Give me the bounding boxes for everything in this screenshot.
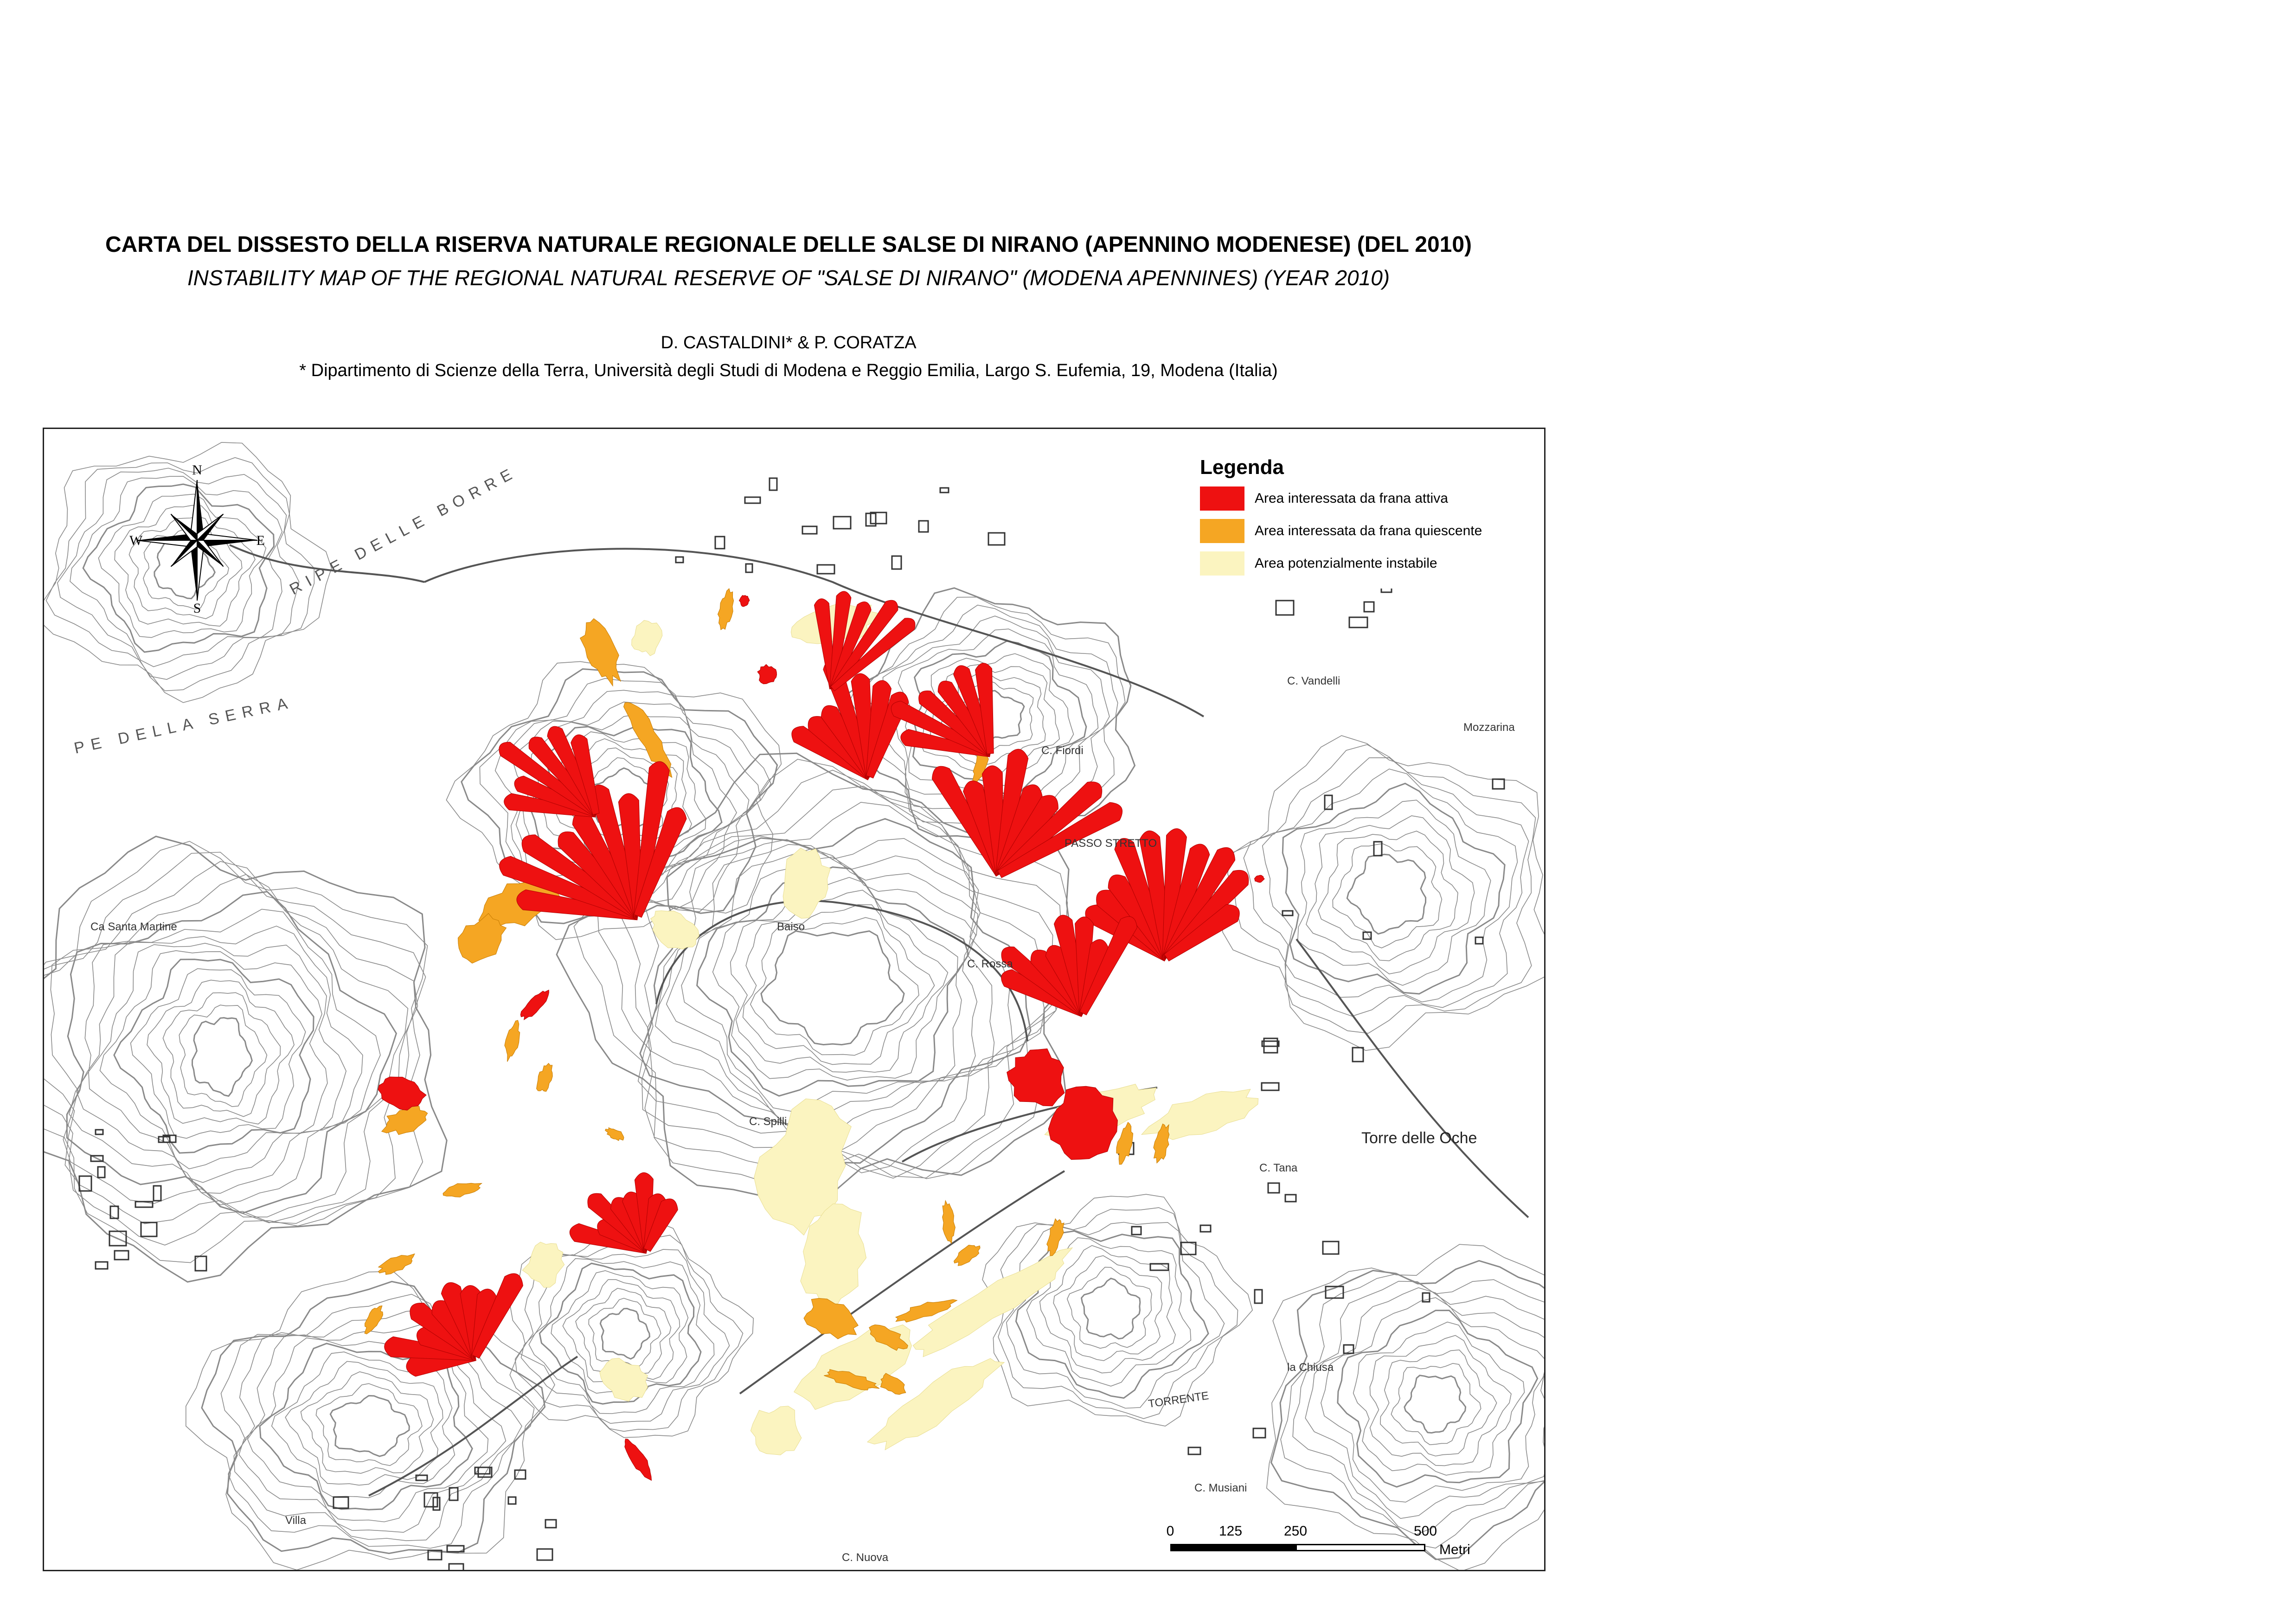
affiliation: * Dipartimento di Scienze della Terra, Università degli Studi di Modena e Reggio Emilia, Largo S. Eufemia, 19, Modena (Italia): [299, 361, 1278, 380]
label-c-musiani: C. Musiani: [1194, 1482, 1247, 1494]
quiescent-area: [378, 1254, 415, 1275]
building: [96, 1262, 108, 1269]
legend-swatch-quiescent: [1200, 519, 1244, 543]
building: [545, 1520, 556, 1528]
contour-line: [147, 980, 294, 1124]
contour-line: [179, 1005, 267, 1107]
building: [892, 556, 901, 569]
building: [508, 1497, 516, 1504]
quiescent-area: [1116, 1122, 1133, 1165]
potential-area: [750, 1406, 801, 1455]
building: [1188, 1447, 1200, 1454]
contour-line: [750, 917, 919, 1055]
building: [676, 557, 683, 563]
topographic-map: [44, 429, 1546, 1571]
building: [1475, 937, 1483, 944]
contour-line: [681, 857, 976, 1112]
compass-n: N: [192, 462, 202, 478]
contour-line: [1333, 844, 1442, 948]
building: [1349, 617, 1367, 627]
contour-line: [67, 892, 396, 1213]
contour-lines: [44, 442, 1546, 1571]
building: [802, 526, 817, 534]
building: [449, 1488, 458, 1500]
legend-title: Legenda: [1200, 456, 1284, 479]
scale-bar-segment-black: [1170, 1544, 1296, 1551]
contour-line: [1263, 769, 1518, 1002]
contour-line: [743, 905, 935, 1065]
compass-rose-icon: [128, 461, 267, 614]
building: [449, 1564, 463, 1571]
building: [1200, 1225, 1211, 1232]
label-passo-stretto: PASSO STRETTO: [1065, 837, 1157, 850]
contour-line: [1281, 1274, 1546, 1548]
building: [1323, 1242, 1339, 1254]
contour-line: [1405, 1376, 1466, 1433]
contour-line: [1212, 736, 1546, 1050]
label-torre-delle-oche: Torre delle Oche: [1361, 1129, 1477, 1147]
contour-line: [998, 1208, 1238, 1419]
label-la-chiusa: la Chiusa: [1287, 1361, 1334, 1374]
contour-line: [640, 819, 1031, 1163]
active-area: [757, 665, 777, 684]
scale-tick-250: 250: [1283, 1523, 1308, 1539]
label-c-tana: C. Tana: [1259, 1162, 1298, 1174]
building: [424, 1493, 437, 1507]
building: [1364, 602, 1374, 612]
building: [1132, 1227, 1141, 1235]
authors: D. CASTALDINI* & P. CORATZA: [661, 333, 917, 352]
contour-line: [576, 1288, 671, 1374]
scale-bar: [1161, 1523, 1486, 1565]
building: [537, 1549, 552, 1560]
contour-line: [1347, 854, 1425, 934]
buildings: [79, 478, 1504, 1571]
scale-bar-segment-white: [1296, 1544, 1425, 1551]
contour-line: [44, 852, 426, 1245]
compass-s: S: [193, 601, 201, 614]
label-ripe-delle-borre: RIPE DELLE BORRE: [287, 462, 521, 599]
building: [135, 1202, 153, 1207]
building: [1255, 1290, 1262, 1303]
contour-line: [192, 1018, 252, 1096]
building: [433, 1498, 440, 1510]
building: [871, 512, 886, 524]
building: [1276, 601, 1294, 615]
compass-e: E: [256, 533, 265, 548]
quiescent-area: [537, 1063, 553, 1092]
road-east: [1296, 939, 1528, 1217]
label-torrente: TORRENTE: [1147, 1389, 1210, 1411]
quiescent-area: [954, 1245, 981, 1266]
building: [919, 521, 928, 532]
building: [1262, 1083, 1279, 1090]
building: [141, 1222, 157, 1236]
quiescent-area: [880, 1373, 905, 1395]
building: [98, 1167, 105, 1178]
label-c-nuova: C. Nuova: [842, 1551, 889, 1564]
building: [745, 497, 760, 503]
building: [96, 1130, 103, 1134]
building: [834, 517, 851, 529]
label-mozzarina: Mozzarina: [1463, 721, 1515, 734]
building: [154, 1186, 161, 1201]
potential-area: [783, 848, 830, 919]
building: [1253, 1428, 1265, 1438]
compass-w: W: [129, 533, 143, 548]
label-baiso: Baiso: [777, 921, 805, 933]
active-area: [1007, 1049, 1065, 1106]
building: [988, 533, 1005, 545]
building: [515, 1470, 526, 1479]
contour-line: [713, 877, 958, 1080]
legend-label-active: Area interessata da frana attiva: [1255, 491, 1448, 506]
active-area: [378, 1077, 426, 1110]
map-title-english: INSTABILITY MAP OF THE REGIONAL NATURAL RESERVE OF "SALSE DI NIRANO" (MODENA APENNINES) (YEAR 2010): [187, 266, 1390, 290]
contour-line: [600, 1309, 649, 1359]
legend-item-quiescent: [1200, 519, 1525, 543]
quiescent-area: [580, 619, 621, 686]
contour-line: [285, 1362, 443, 1485]
label-c-rossa: C. Rossa: [967, 958, 1013, 970]
contour-line: [982, 1194, 1252, 1426]
contour-line: [1318, 831, 1458, 961]
contour-line: [1016, 1231, 1208, 1398]
building: [333, 1497, 348, 1508]
legend-label-potential: Area potenzialmente instabile: [1255, 556, 1437, 571]
quiescent-area: [505, 1020, 520, 1062]
legend-swatch-potential: [1200, 551, 1244, 576]
label-c-spilli: C. Spilli: [749, 1115, 787, 1128]
quiescent-area: [365, 1306, 383, 1334]
building: [940, 488, 949, 493]
contour-line: [1228, 745, 1536, 1033]
scale-tick-500: 500: [1413, 1523, 1437, 1539]
scale-tick-0: 0: [1166, 1523, 1174, 1539]
quiescent-area: [804, 1298, 858, 1339]
building: [1268, 1183, 1279, 1193]
map-legend: [1194, 451, 1530, 589]
building: [115, 1251, 128, 1260]
legend-item-active: [1200, 486, 1525, 511]
building: [746, 564, 752, 572]
contour-line: [1271, 1261, 1546, 1560]
map-frame[interactable]: [43, 428, 1546, 1571]
legend-item-potential: [1200, 551, 1525, 576]
contour-line: [163, 992, 280, 1116]
contour-line: [89, 943, 346, 1183]
label-c-fiordi: C. Fiordi: [1041, 744, 1084, 757]
contour-line: [761, 931, 904, 1045]
contour-line: [1082, 1279, 1140, 1339]
contour-line: [1353, 1322, 1525, 1475]
quiescent-area: [443, 1183, 482, 1197]
contour-line: [114, 960, 314, 1153]
map-title-italian: CARTA DEL DISSESTO DELLA RISERVA NATURALE REGIONALE DELLE SALSE DI NIRANO (APENNINO MODENESE) (DEL 2010): [105, 232, 1472, 257]
building: [1283, 911, 1293, 915]
contour-line: [1007, 1222, 1225, 1408]
building: [1353, 1048, 1363, 1062]
active-area: [739, 595, 750, 607]
label-vandelli: C. Vandelli: [1287, 675, 1340, 687]
label-valle: PE DELLA SERRA: [72, 693, 295, 757]
building: [1493, 779, 1504, 789]
road-ring-inner: [656, 901, 1027, 1041]
label-ca-santa-martine: Ca Santa Martine: [90, 921, 177, 933]
legend-label-quiescent: Area interessata da frana quiescente: [1255, 523, 1482, 538]
potential-area: [632, 621, 662, 656]
compass-rose: [128, 461, 267, 614]
road-southwest: [369, 1357, 577, 1496]
contour-line: [44, 841, 428, 1263]
scale-unit: Metri: [1439, 1542, 1470, 1557]
quiescent-area: [605, 1128, 624, 1141]
quiescent-area: [718, 589, 734, 630]
quiescent-area: [943, 1201, 956, 1243]
scale-tick-125: 125: [1219, 1523, 1243, 1539]
building: [817, 565, 834, 574]
contour-line: [100, 951, 327, 1169]
building: [715, 537, 725, 549]
contour-line: [330, 1396, 409, 1457]
label-villa: Villa: [285, 1514, 306, 1527]
legend-swatch-active: [1200, 486, 1244, 511]
building: [79, 1176, 91, 1191]
building: [1285, 1195, 1296, 1202]
active-area: [520, 990, 549, 1020]
active-area: [625, 1439, 652, 1480]
active-area: [1254, 875, 1264, 883]
contour-line: [44, 836, 447, 1282]
potential-area: [522, 1242, 564, 1287]
building: [770, 478, 777, 490]
